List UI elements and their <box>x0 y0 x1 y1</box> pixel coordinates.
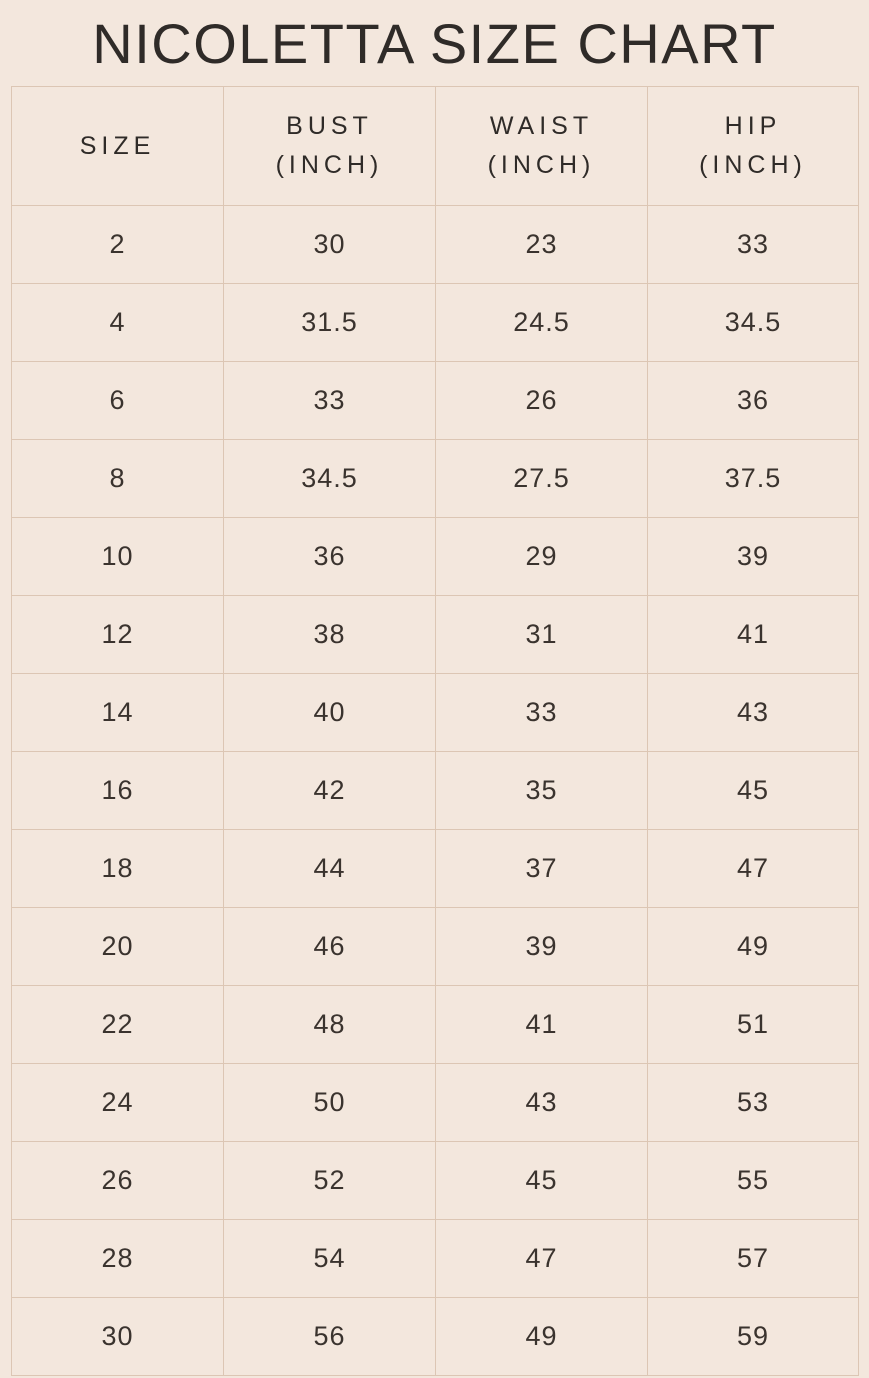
cell-waist: 39 <box>436 908 648 986</box>
cell-size: 4 <box>12 284 224 362</box>
cell-bust: 30 <box>224 206 436 284</box>
table-row <box>12 986 859 1064</box>
cell-bust: 46 <box>224 908 436 986</box>
cell-size: 22 <box>12 986 224 1064</box>
table-row <box>12 1298 859 1376</box>
cell-bust: 40 <box>224 674 436 752</box>
cell-hip: 57 <box>648 1220 859 1298</box>
cell-bust: 31.5 <box>224 284 436 362</box>
cell-waist: 47 <box>436 1220 648 1298</box>
cell-waist: 27.5 <box>436 440 648 518</box>
header-row <box>12 87 859 206</box>
cell-hip: 45 <box>648 752 859 830</box>
cell-bust: 50 <box>224 1064 436 1142</box>
column-header-bust-line1: BUST <box>286 112 373 141</box>
cell-waist: 45 <box>436 1142 648 1220</box>
column-header-hip <box>648 87 859 206</box>
table-row <box>12 284 859 362</box>
column-header-waist-line2: (INCH) <box>487 151 596 179</box>
cell-size: 16 <box>12 752 224 830</box>
column-header-waist-line1: WAIST <box>489 112 594 141</box>
table-row <box>12 206 859 284</box>
cell-bust: 33 <box>224 362 436 440</box>
table-row <box>12 518 859 596</box>
cell-waist: 23 <box>436 206 648 284</box>
cell-hip: 47 <box>648 830 859 908</box>
table-row <box>12 830 859 908</box>
cell-size: 30 <box>12 1298 224 1376</box>
cell-waist: 29 <box>436 518 648 596</box>
cell-size: 8 <box>12 440 224 518</box>
cell-waist: 41 <box>436 986 648 1064</box>
table-body <box>12 206 859 1376</box>
cell-hip: 43 <box>648 674 859 752</box>
cell-bust: 42 <box>224 752 436 830</box>
table-row <box>12 362 859 440</box>
cell-hip: 55 <box>648 1142 859 1220</box>
cell-hip: 51 <box>648 986 859 1064</box>
column-header-size-line1: SIZE <box>79 131 156 160</box>
column-header-bust <box>224 87 436 206</box>
column-header-waist <box>436 87 648 206</box>
cell-bust: 56 <box>224 1298 436 1376</box>
cell-bust: 34.5 <box>224 440 436 518</box>
cell-waist: 31 <box>436 596 648 674</box>
table-row <box>12 1220 859 1298</box>
cell-size: 20 <box>12 908 224 986</box>
column-header-bust-line2: (INCH) <box>275 151 384 179</box>
cell-bust: 38 <box>224 596 436 674</box>
cell-waist: 26 <box>436 362 648 440</box>
cell-hip: 53 <box>648 1064 859 1142</box>
cell-size: 2 <box>12 206 224 284</box>
table-row <box>12 596 859 674</box>
cell-bust: 54 <box>224 1220 436 1298</box>
cell-hip: 39 <box>648 518 859 596</box>
cell-waist: 37 <box>436 830 648 908</box>
cell-bust: 44 <box>224 830 436 908</box>
table-row <box>12 674 859 752</box>
column-header-size <box>12 87 224 206</box>
cell-waist: 24.5 <box>436 284 648 362</box>
cell-hip: 33 <box>648 206 859 284</box>
cell-hip: 41 <box>648 596 859 674</box>
cell-size: 10 <box>12 518 224 596</box>
table-header <box>12 87 859 206</box>
cell-bust: 36 <box>224 518 436 596</box>
cell-waist: 43 <box>436 1064 648 1142</box>
cell-size: 6 <box>12 362 224 440</box>
cell-size: 28 <box>12 1220 224 1298</box>
cell-waist: 35 <box>436 752 648 830</box>
cell-hip: 59 <box>648 1298 859 1376</box>
size-chart-table <box>11 86 859 1376</box>
page-title: NICOLETTA SIZE CHART <box>92 12 777 75</box>
cell-hip: 37.5 <box>648 440 859 518</box>
cell-size: 14 <box>12 674 224 752</box>
cell-size: 12 <box>12 596 224 674</box>
cell-hip: 49 <box>648 908 859 986</box>
cell-hip: 34.5 <box>648 284 859 362</box>
table-row <box>12 440 859 518</box>
table-row <box>12 1142 859 1220</box>
cell-size: 18 <box>12 830 224 908</box>
cell-waist: 33 <box>436 674 648 752</box>
column-header-hip-line2: (INCH) <box>699 151 807 179</box>
table-row <box>12 1064 859 1142</box>
table-row <box>12 752 859 830</box>
cell-bust: 48 <box>224 986 436 1064</box>
cell-bust: 52 <box>224 1142 436 1220</box>
cell-hip: 36 <box>648 362 859 440</box>
cell-size: 24 <box>12 1064 224 1142</box>
table-row <box>12 908 859 986</box>
cell-waist: 49 <box>436 1298 648 1376</box>
cell-size: 26 <box>12 1142 224 1220</box>
column-header-hip-line1: HIP <box>724 112 782 141</box>
